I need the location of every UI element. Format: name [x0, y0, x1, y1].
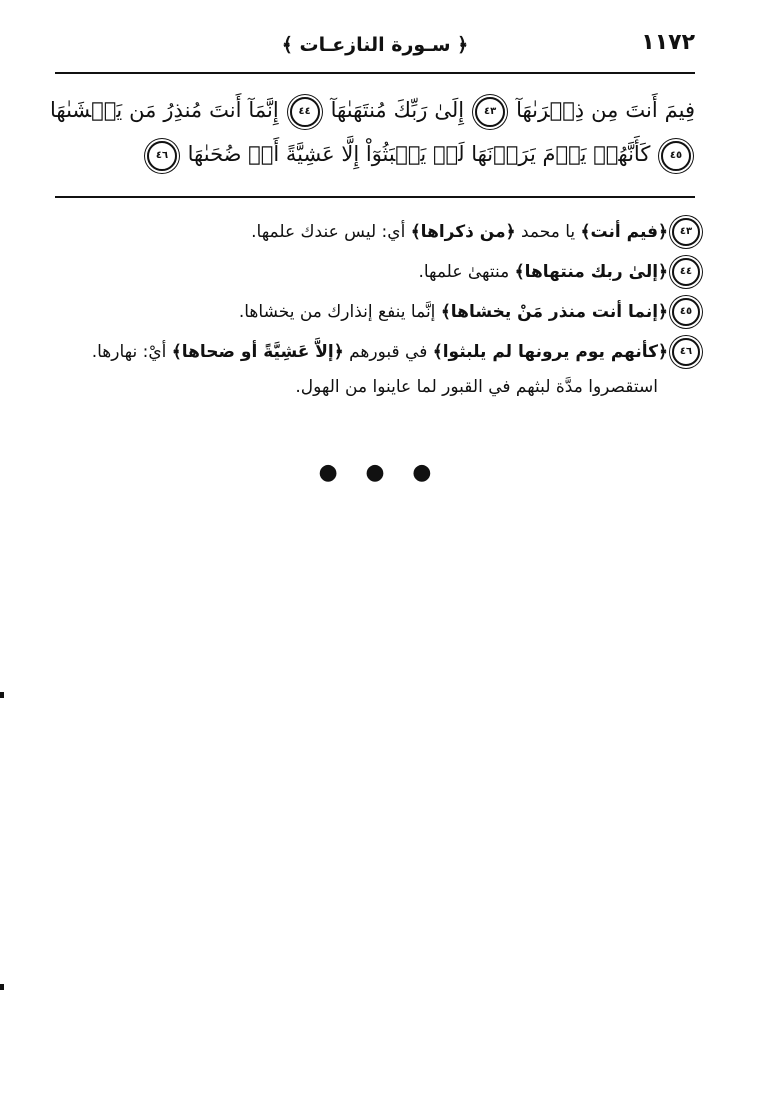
explanation-continuation: استقصروا مدَّة لبثهم في القبور لما عاينوا من الهول. [295, 377, 658, 397]
commentary-number-44: ٤٤ [672, 258, 700, 286]
surah-title: ﴿ سـورة النازعـات ﴾ [281, 34, 469, 56]
quoted-phrase: ﴿إنما أنت منذر مَنْ يخشاها﴾ [440, 302, 668, 322]
ayah-marker-43: ٤٣ [475, 97, 505, 127]
ayah-marker-44: ٤٤ [290, 97, 320, 127]
page-header [55, 26, 695, 66]
verse-46: كَأَنَّهُمۡ يَوۡمَ يَرَوۡنَهَا لَمۡ يَلۡبَثُوٓاْ إِلَّا عَشِيَّةً أَوۡ ضُحَىٰهَا [187, 142, 651, 166]
commentary-number-46: ٤٦ [672, 338, 700, 366]
ayah-marker-46: ٤٦ [147, 141, 177, 171]
explanation-text: يا محمد [515, 222, 581, 242]
quoted-phrase: ﴿من ذكراها﴾ [410, 222, 516, 242]
quoted-phrase: ﴿فيم أنت﴾ [580, 222, 668, 242]
explanation-text: في قبورهم [343, 342, 433, 362]
verse-44: إِلَىٰ رَبِّكَ مُنتَهَىٰهَآ [330, 98, 465, 122]
explanation-text: إنَّما ينفع إنذارك من يخشاها. [238, 302, 441, 322]
quoted-phrase: ﴿إلىٰ ربك منتهاها﴾ [514, 262, 668, 282]
quoted-phrase: ﴿إلاَّ عَشِيَّةً أو ضحاها﴾ [171, 342, 344, 362]
commentary-entry-46 [50, 332, 700, 402]
ayah-marker-45: ٤٥ [661, 141, 691, 171]
explanation-text: أي: ليس عندك علمها. [251, 222, 411, 242]
verse-43: فِيمَ أَنتَ مِن ذِكۡرَىٰهَآ [516, 98, 695, 122]
header-divider [55, 72, 695, 74]
explanation-text: أيْ: نهارها. [91, 342, 172, 362]
section-separator: ● ● ● [318, 460, 442, 485]
commentary-number-43: ٤٣ [672, 218, 700, 246]
commentary-number-45: ٤٥ [672, 298, 700, 326]
verses-divider [55, 196, 695, 198]
commentary-entry-45 [50, 292, 700, 332]
page-number: ١١٧٢ [641, 30, 695, 55]
verse-45: إِنَّمَآ أَنتَ مُنذِرُ مَن يَخۡشَىٰهَا [50, 98, 279, 122]
quoted-phrase: ﴿كأنهم يوم يرونها لم يلبثوا﴾ [432, 342, 668, 362]
commentary-entry-44 [50, 252, 700, 292]
quran-verses [50, 88, 695, 176]
commentary-entry-43 [50, 212, 700, 252]
explanation-text: منتهىٰ علمها. [418, 262, 515, 282]
scan-edge-mark [0, 692, 4, 698]
scan-edge-mark [0, 984, 4, 990]
tafsir-commentary [50, 212, 700, 402]
